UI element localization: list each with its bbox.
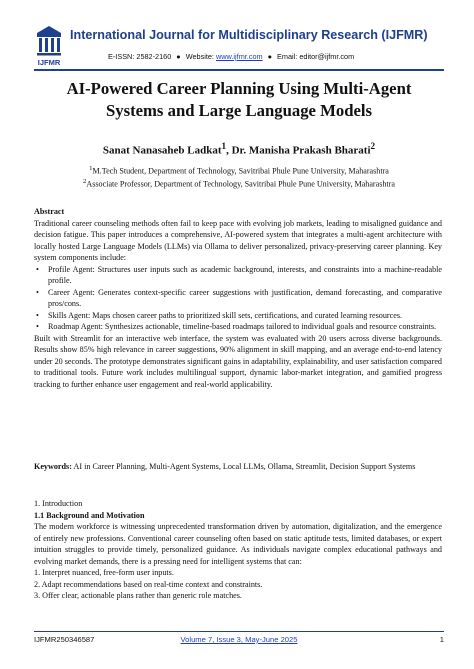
journal-meta: E-ISSN: 2582-2160 ● Website: www.ijfmr.com ● Email: editor@ijfmr.com	[108, 52, 355, 61]
list-item: 1. Interpret nuanced, free-form user inputs.	[34, 568, 174, 577]
list-item: • Skills Agent: Maps chosen career paths to prioritized skill sets, certifications, and curated learning resources.	[34, 310, 442, 322]
abstract-heading: Abstract	[34, 207, 65, 216]
author-2-sup: 2	[370, 141, 376, 151]
eissn: E-ISSN: 2582-2160	[108, 52, 172, 61]
svg-text:IJFMR: IJFMR	[37, 58, 61, 67]
author-1: Sanat Nanasaheb Ladkat	[102, 144, 222, 157]
intro-paragraph: The modern workforce is witnessing unprecedented transformation driven by automation, digitalization, and the emergence of entirely new professions. Conventional career counseling often based on static aptitude tests, limited databases, or expert intuition struggles to provide timely, personalized guidance. As individuals navigate complex educational pathways and evolving market demands, there is a pressing need for intelligent systems that can:	[34, 522, 442, 566]
aff-1-sup: 1	[89, 165, 93, 172]
list-item: 3. Offer clear, actionable plans rather than generic role matches.	[34, 591, 242, 600]
keywords-label: Keywords:	[34, 462, 72, 471]
abstract-paragraph-2: Built with Streamlit for an interactive web interface, the system was evaluated with 20 users across diverse backgrounds. Results show 85% high relevance in career suggestions, 90% alignment in skill mapping, and an average end-to-end latency under 20 seconds. The prototype demonstrates significant gains in adaptability, explainability, and user satisfaction compared to traditional tools. Future work includes multilingual support, dynamic labor-market integration, and gamified progress tracking to further enhance user engagement and real-world applicability.	[34, 333, 442, 389]
list-item: • Career Agent: Generates context-specific career suggestions with justification, demand forecasting, and comparative pros/cons.	[34, 287, 442, 310]
subsection-heading: 1.1 Background and Motivation	[34, 510, 145, 520]
section-heading: 1. Introduction	[34, 499, 83, 508]
keywords-text: AI in Career Planning, Multi-Agent Systems, Local LLMs, Ollama, Streamlit, Decision Support Systems	[71, 462, 416, 471]
keywords	[34, 461, 442, 473]
title-line-1: AI-Powered Career Planning Using Multi-Agent	[66, 79, 412, 98]
title-line-2: Systems and Large Language Models	[105, 101, 373, 120]
email[interactable]: Email: editor@ijfmr.com	[277, 52, 355, 61]
volume-issue[interactable]: Volume 7, Issue 3, May-June 2025	[180, 635, 298, 644]
list-item: • Roadmap Agent: Synthesizes actionable, timeline-based roadmaps tailored to individual goals and resource constraints.	[34, 321, 442, 333]
aff-2-sup: 2	[83, 178, 87, 185]
author-1-sup: 1	[221, 141, 227, 151]
abstract-section	[34, 206, 442, 390]
author-2: Dr. Manisha Prakash Bharati	[231, 144, 371, 157]
journal-title: International Journal for Multidisciplinary Research (IJFMR)	[70, 28, 428, 42]
page-number: 1	[439, 635, 444, 644]
authors: Sanat Nanasaheb Ladkat$^1$, Dr. Manisha Prakash Bharati$^2$	[102, 141, 376, 157]
introduction-section	[34, 498, 442, 602]
abstract-paragraph-1: Traditional career counseling methods often fail to keep pace with evolving job markets, leading to misaligned guidance and decision fatigue. This paper introduces a comprehensive, AI-powered system that integrates a multi-agent architecture with locally hosted Large Language Models (LLMs) via Ollama to deliver personalized, privacy-preserving career planning. Key system components include:	[34, 218, 442, 262]
paper-id: IJFMR250346587	[34, 635, 95, 644]
intro-list	[34, 567, 442, 602]
website-link[interactable]: www.ijfmr.com	[216, 52, 263, 61]
journal-logo	[34, 24, 64, 68]
abstract-bullets	[34, 264, 442, 333]
affiliation-2: $^2$Associate Professor, Department of Technology, Savitribai Phule Pune University, Maharashtra	[83, 178, 395, 189]
journal-header	[34, 24, 444, 74]
website-label: Website:	[185, 52, 216, 61]
header-rule	[34, 69, 444, 71]
paper-title	[34, 78, 444, 122]
affiliation-1: $^1$M.Tech Student, Department of Technology, Savitribai Phule Pune University, Maharashtra	[89, 165, 389, 176]
page-footer	[34, 631, 444, 644]
list-item: 2. Adapt recommendations based on real-time context and constraints.	[34, 579, 263, 589]
list-item: • Profile Agent: Structures user inputs such as academic background, interests, and constraints into a machine-readable profile.	[34, 264, 442, 287]
